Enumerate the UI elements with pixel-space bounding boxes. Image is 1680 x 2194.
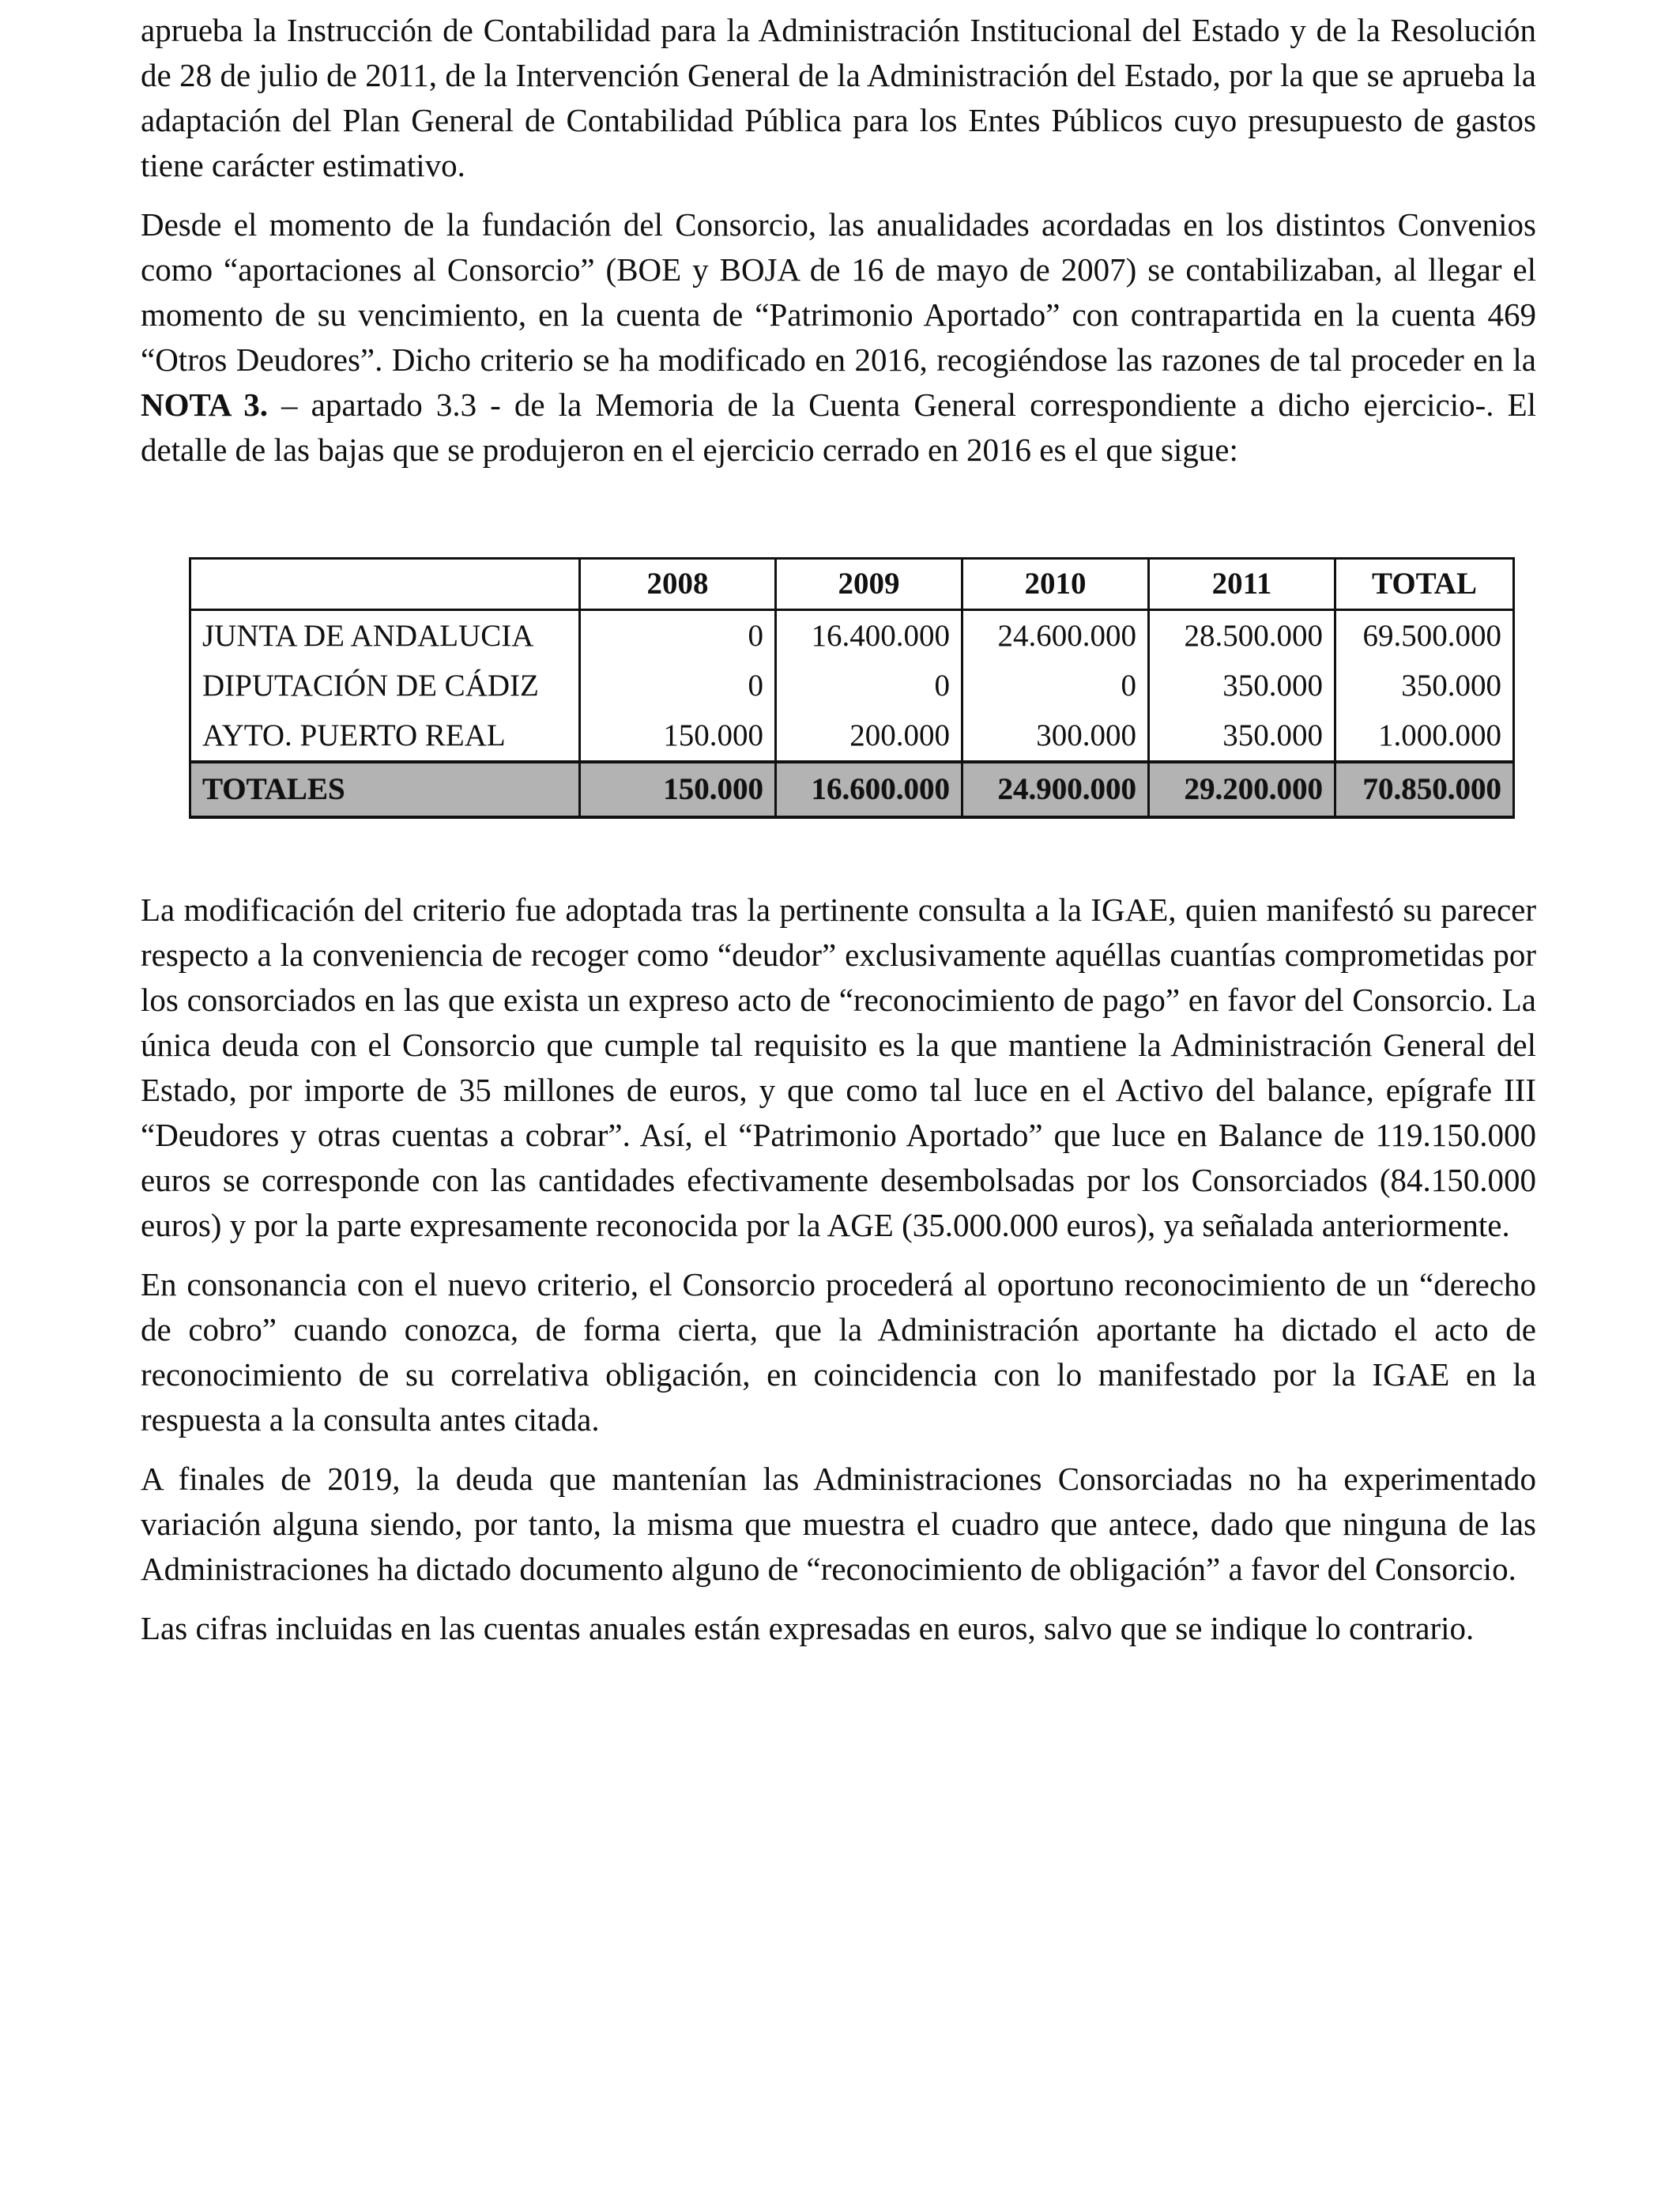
row-label: JUNTA DE ANDALUCIA [190,610,580,662]
document-page [141,8,1536,473]
bajas-table [189,557,1515,819]
table-row [190,661,1514,711]
totals-total: 70.850.000 [1335,762,1514,817]
table-totals-row [190,762,1514,817]
table-row [190,711,1514,762]
totals-label: TOTALES [190,762,580,817]
cell-2009: 200.000 [776,711,962,762]
nota-reference: NOTA 3. [141,386,268,423]
totals-2011: 29.200.000 [1149,762,1335,817]
paragraph-fundacion-text-1: Desde el momento de la fundación del Consorcio, las anualidades acordadas en los distintos Convenios como “aportaciones al Consorcio” (BOE y BOJA de 16 de mayo de 2007) se contabilizaban, al llegar el momento de su vencimiento, en la cuenta de “Patrimonio Aportado” con contrapartida en la cuenta 469 “Otros Deudores”. Dicho criterio se ha modificado en 2016, recogiéndose las razones de tal proceder en la [141,206,1536,378]
table-header-2008: 2008 [580,559,776,610]
table-row [190,610,1514,662]
table-header-empty [190,559,580,610]
paragraph-fundacion [141,202,1536,473]
cell-2008: 0 [580,661,776,711]
row-label: AYTO. PUERTO REAL [190,711,580,762]
cell-2011: 350.000 [1149,711,1335,762]
cell-total: 1.000.000 [1335,711,1514,762]
cell-2008: 0 [580,610,776,662]
table-header-2009: 2009 [776,559,962,610]
paragraph-fundacion-text-2: – apartado 3.3 - de la Memoria de la Cuenta General correspondiente a dicho ejercicio-. El detalle de las bajas que se produjeron en el ejercicio cerrado en 2016 es el que sigue: [141,386,1537,468]
table-header-2010: 2010 [962,559,1149,610]
table-header-row [190,559,1514,610]
paragraph-consonancia: En consonancia con el nuevo criterio, el Consorcio procederá al oportuno reconocimiento de un “derecho de cobro” cuando conozca, de forma cierta, que la Administración aportante ha dictado el acto de reconocimiento de su correlativa obligación, en coincidencia con lo manifestado por la IGAE en la respuesta a la consulta antes citada. [141,1266,1536,1438]
totals-2008: 150.000 [580,762,776,817]
document-page-lower [141,888,1536,1651]
paragraph-instruccion: aprueba la Instrucción de Contabilidad para la Administración Institucional del Estado y de la Resolución de 28 de julio de 2011, de la Intervención General de la Administración del Estado, por la que se aprueba la adaptación del Plan General de Contabilidad Pública para los Entes Públicos cuyo presupuesto de gastos tiene carácter estimativo. [141,12,1536,183]
cell-2009: 0 [776,661,962,711]
cell-2010: 300.000 [962,711,1149,762]
totals-2010: 24.900.000 [962,762,1149,817]
totals-2009: 16.600.000 [776,762,962,817]
cell-2008: 150.000 [580,711,776,762]
cell-2011: 350.000 [1149,661,1335,711]
paragraph-finales-2019: A finales de 2019, la deuda que mantenían las Administraciones Consorciadas no ha experimentado variación alguna siendo, por tanto, la misma que muestra el cuadro que antece, dado que ninguna de las Administraciones ha dictado documento alguno de “reconocimiento de obligación” a favor del Consorcio. [141,1461,1536,1587]
cell-2011: 28.500.000 [1149,610,1335,662]
row-label: DIPUTACIÓN DE CÁDIZ [190,661,580,711]
cell-2010: 24.600.000 [962,610,1149,662]
paragraph-cifras: Las cifras incluidas en las cuentas anuales están expresadas en euros, salvo que se indique lo contrario. [141,1610,1475,1646]
cell-2010: 0 [962,661,1149,711]
cell-total: 350.000 [1335,661,1514,711]
table-header-2011: 2011 [1149,559,1335,610]
cell-total: 69.500.000 [1335,610,1514,662]
table-header-total: TOTAL [1335,559,1514,610]
paragraph-modificacion: La modificación del criterio fue adoptada tras la pertinente consulta a la IGAE, quien manifestó su parecer respecto a la conveniencia de recoger como “deudor” exclusivamente aquéllas cuantías comprometidas por los consorciados en las que exista un expreso acto de “reconocimiento de pago” en favor del Consorcio. La única deuda con el Consorcio que cumple tal requisito es la que mantiene la Administración General del Estado, por importe de 35 millones de euros, y que como tal luce en el Activo del balance, epígrafe III “Deudores y otras cuentas a cobrar”. Así, el “Patrimonio Aportado” que luce en Balance de 119.150.000 euros se corresponde con las cantidades efectivamente desembolsadas por los Consorciados (84.150.000 euros) y por la parte expresamente reconocida por la AGE (35.000.000 euros), ya señalada anteriormente. [141,892,1536,1243]
cell-2009: 16.400.000 [776,610,962,662]
